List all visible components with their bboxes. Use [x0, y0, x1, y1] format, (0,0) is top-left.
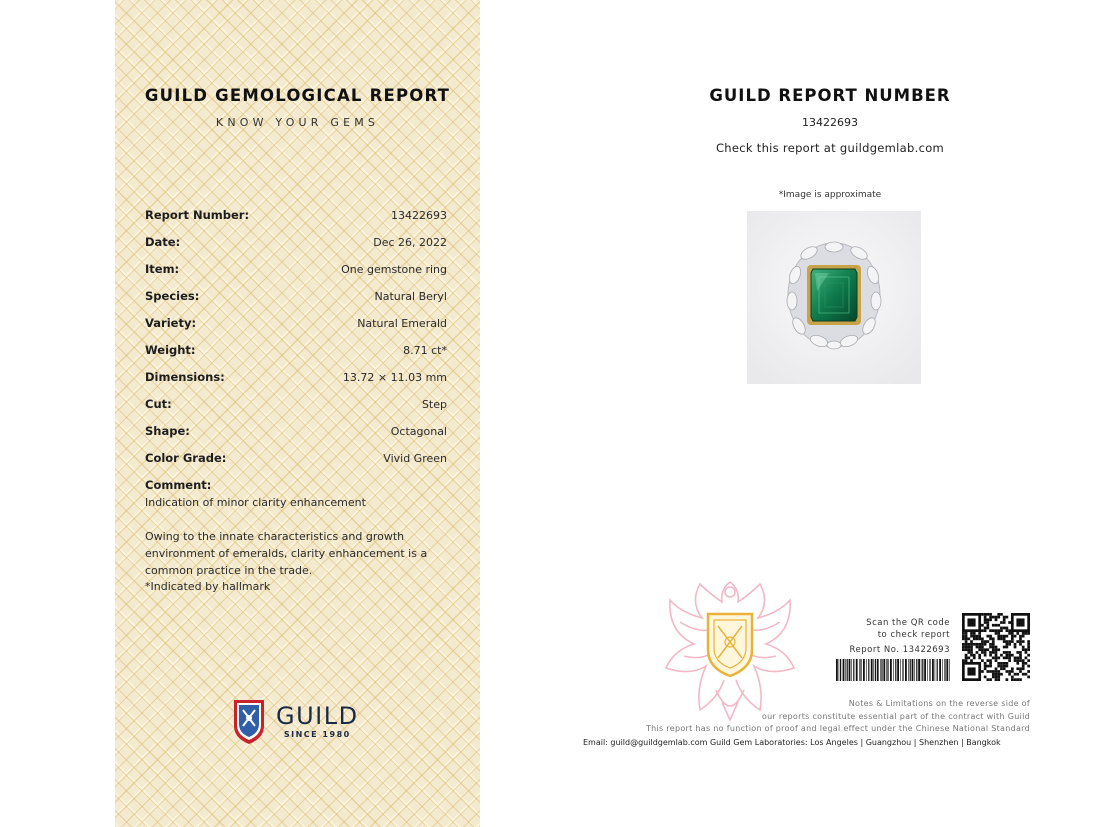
notes-line-3: This report has no function of proof and legal effect under the Chinese National Standard — [645, 724, 1030, 733]
report-fields — [145, 208, 447, 478]
field-row-species — [145, 289, 447, 316]
footer-contact: Email: guild@guildgemlab.com Guild Gem Laboratories: Los Angeles | Guangzhou | Shenzhen | Bangkok — [583, 738, 1001, 747]
comment-note — [145, 529, 445, 596]
comment-note-text: Owing to the innate characteristics and growth environment of emeralds, clarity enhancement is a common practice in the trade. — [145, 530, 428, 577]
hallmark-note: *Indicated by hallmark — [145, 580, 271, 594]
comment-block — [145, 478, 447, 596]
report-no-text: Report No. 13422693 — [849, 645, 950, 655]
field-label: Weight: — [145, 343, 196, 357]
field-value: Natural Beryl — [374, 290, 447, 303]
logo-text — [276, 703, 359, 739]
report-number-title: GUILD REPORT NUMBER — [709, 86, 951, 105]
barcode[interactable] — [836, 659, 951, 681]
field-row-dimensions — [145, 370, 447, 397]
field-label: Date: — [145, 235, 181, 249]
field-label: Species: — [145, 289, 200, 303]
field-value: 8.71 ct* — [403, 344, 447, 357]
emerald-ring-photo — [747, 211, 921, 384]
report-title: GUILD GEMOLOGICAL REPORT — [144, 86, 451, 105]
field-value: 13.72 × 11.03 mm — [342, 371, 447, 384]
image-caption: *Image is approximate — [778, 190, 882, 200]
field-value: Dec 26, 2022 — [373, 236, 447, 249]
field-value: Natural Emerald — [357, 317, 447, 330]
field-value: Step — [421, 398, 447, 411]
field-row-color-grade — [145, 451, 447, 478]
field-row-shape — [145, 424, 447, 451]
field-label: Shape: — [145, 424, 190, 438]
logo-since: SINCE 1980 — [283, 730, 351, 739]
field-value: Vivid Green — [383, 452, 447, 465]
comment-label: Comment: — [145, 478, 212, 492]
report-subtitle: KNOW YOUR GEMS — [215, 116, 380, 129]
field-value: 13422693 — [391, 209, 447, 222]
comment-text: Indication of minor clarity enhancement — [145, 496, 366, 509]
field-label: Item: — [145, 262, 180, 276]
field-row-cut — [145, 397, 447, 424]
field-label: Variety: — [145, 316, 197, 330]
field-value: Octagonal — [390, 425, 447, 438]
to-check-report-text: to check report — [877, 630, 950, 640]
scan-qr-text: Scan the QR code — [866, 618, 950, 628]
guild-shield-icon — [231, 696, 267, 746]
field-value: One gemstone ring — [341, 263, 447, 276]
field-row-item — [145, 262, 447, 289]
field-row-variety — [145, 316, 447, 343]
field-row-date — [145, 235, 447, 262]
report-number-value: 13422693 — [802, 116, 858, 129]
qr-code[interactable] — [962, 613, 1030, 681]
field-label: Cut: — [145, 397, 172, 411]
field-label: Color Grade: — [145, 451, 227, 465]
check-report-link[interactable]: Check this report at guildgemlab.com — [715, 141, 945, 155]
guild-logo — [231, 696, 359, 746]
report-left-panel — [115, 0, 480, 827]
field-label: Report Number: — [145, 208, 250, 222]
field-row-report-number — [145, 208, 447, 235]
notes-line-1: Notes & Limitations on the reverse side of — [848, 699, 1030, 708]
field-row-weight — [145, 343, 447, 370]
logo-name: GUILD — [276, 702, 359, 730]
notes-line-2: our reports constitute essential part of the contract with Guild — [761, 712, 1030, 721]
guild-seal-icon — [660, 572, 800, 727]
field-label: Dimensions: — [145, 370, 225, 384]
